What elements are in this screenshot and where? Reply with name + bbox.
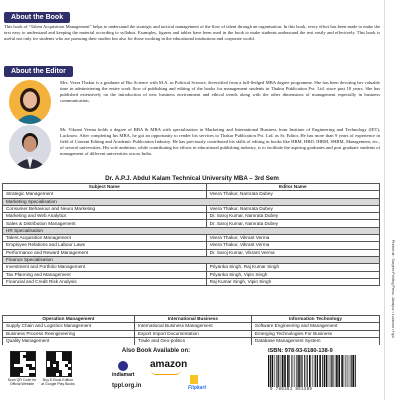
editor-cell: Veera Thakur, Vikrant Verma: [206, 235, 379, 242]
table-row: [3, 271, 380, 278]
editor-photo-vikrant: [9, 125, 51, 169]
table-row: [3, 264, 380, 271]
elective-cell: Supply Chain and Logistics Management: [3, 323, 135, 330]
person-portrait-icon: [9, 80, 51, 124]
subject-cell: Performance and Reward Management: [3, 249, 207, 256]
table-row: [3, 338, 380, 345]
about-editor-heading: About the Editor: [4, 66, 73, 77]
university-title: Dr. A.P.J. Abdul Kalam Technical University MBA – 3rd Sem: [105, 175, 279, 182]
barcode-bar: [326, 355, 328, 387]
table-row: [3, 191, 380, 198]
editor-cell: Veera Thakur, Namrata Dubey: [206, 205, 379, 212]
isbn-digits: 9 789361 801389: [270, 388, 313, 392]
barcode-icon: [266, 355, 358, 387]
barcode-bar: [352, 355, 354, 387]
section-row: [3, 256, 380, 263]
editor-cell: Priyanka Singh, Vipin Singh: [206, 271, 379, 278]
barcode-bar: [312, 355, 313, 387]
amazon-logo: amazon: [150, 359, 188, 370]
editor-cell: Veera Thakur, Vikrant Verma: [206, 242, 379, 249]
printer-info: Printed at : Sanjeev Printing Press, Jabalpur • Lucknow • Hyd: [391, 240, 395, 338]
subjects-table: [2, 183, 380, 286]
barcode-bar: [302, 355, 303, 387]
subject-cell: Consumer Behaviour and Neuro Marketing: [3, 205, 207, 212]
barcode-bar: [319, 355, 321, 387]
editor-photo-veera: [9, 80, 51, 124]
side-strip: [384, 0, 400, 400]
barcode-bar: [317, 355, 318, 387]
barcode-bar: [314, 355, 315, 387]
barcode-bar: [304, 355, 305, 387]
section-label: Marketing Specialisation: [3, 198, 380, 205]
barcode-bar: [301, 355, 302, 387]
elective-cell: Trade and Geo-politics: [134, 338, 251, 345]
table-row: [3, 213, 380, 220]
editor-cell: Dr. Saroj Kumar, Namrata Dubey: [206, 220, 379, 227]
operation-header: Operation Management: [3, 316, 135, 323]
section-label: Finance Specialisation: [3, 256, 380, 263]
subject-cell: Employee Relations and Labour Laws: [3, 242, 207, 249]
elective-cell: International Business Management: [134, 323, 251, 330]
barcode-bar: [272, 355, 274, 387]
barcode-bar: [298, 355, 300, 387]
elective-cell: Quality Management: [3, 338, 135, 345]
qr-caption-website: Scan QR Code for Official Website: [7, 378, 37, 386]
about-book-heading: About the Book: [4, 12, 70, 23]
subject-cell: Sales & Distribution Management: [3, 220, 207, 227]
available-on-label: Also Book Available on:: [121, 348, 191, 354]
person-portrait-icon: [9, 125, 51, 169]
table-row: [3, 205, 380, 212]
barcode-bar: [293, 355, 294, 387]
barcode-bar: [332, 355, 333, 387]
table-row: [3, 278, 380, 285]
editor-cell: Dr. Saroj Kumar, Vikrant Verma: [206, 249, 379, 256]
barcode-bar: [309, 355, 311, 387]
barcode-bar: [268, 355, 269, 387]
subject-cell: Strategic Management: [3, 191, 207, 198]
barcode-bar: [331, 355, 332, 387]
barcode-bar: [295, 355, 296, 387]
editor-cell: Dr. Saroj Kumar, Namrata Dubey: [206, 213, 379, 220]
barcode-bar: [335, 355, 336, 387]
table-header-row: [3, 316, 380, 323]
tppl-website: tppl.org.in: [112, 383, 142, 389]
barcode-bar: [322, 355, 323, 387]
section-row: [3, 227, 380, 234]
about-book-text: This book of “Talent Acquisition Management” helps to understand the strategic and tactical management of the flow of talent through an organisation. In this book, every effort has been made to make the text easy to understand and keeping the material according to syllabus. Examples, figures and tables have been used in the book to make students understand the text easily and effectively. This book is useful not only for students who are pursuing their studies but also for those working in the educational institutions and corporate world.: [4, 24, 380, 41]
elective-cell: Emerging Technologies For Business: [251, 330, 379, 337]
barcode-bar: [284, 355, 286, 387]
qr-caption-playbooks: Buy E-Book Edition at Google Play Books: [41, 378, 75, 386]
subject-cell: Tax Planning and Management: [3, 271, 207, 278]
table-header-row: [3, 184, 380, 191]
amazon-smile-icon: [151, 370, 181, 375]
international-header: International Business: [134, 316, 251, 323]
subject-cell: Marketing and Web Analytics: [3, 213, 207, 220]
editor-bio-veera: Mrs. Veera Thakur is a graduate of Bio Science with M.A. in Political Science, diversified from a full-fledged MBA degree programme. She has been devoting her valuable time in administering the entire work flow of publishing and editing of the books for management students in Thakur Publication Pvt. Ltd. since past 18 years. She has published extensively on the introduction of new business environment and ethical trends along with the other dimensions of management especially in business communication.: [60, 80, 380, 103]
table-row: [3, 242, 380, 249]
barcode-bar: [349, 355, 350, 387]
barcode-bar: [281, 355, 282, 387]
section-row: [3, 198, 380, 205]
isbn-label: ISBN: 978-93-6180-138-9: [268, 348, 333, 354]
barcode-bar: [336, 355, 338, 387]
barcode-bar: [291, 355, 292, 387]
subject-cell: Financial and Credit Risk Analysis: [3, 278, 207, 285]
elective-cell: Database Management System: [251, 338, 379, 345]
table-row: [3, 330, 380, 337]
subject-header: Subject Name: [3, 184, 207, 191]
barcode-bar: [347, 355, 348, 387]
footer-area: [0, 345, 400, 400]
editor-cell: Veera Thakur, Namrata Dubey: [206, 191, 379, 198]
indiamart-icon: [118, 361, 128, 371]
barcode-bar: [344, 355, 345, 387]
barcode-bar: [307, 355, 308, 387]
table-row: [3, 220, 380, 227]
qr-code-website[interactable]: [10, 351, 36, 377]
barcode-bar: [329, 355, 330, 387]
barcode-bar: [275, 355, 276, 387]
barcode-bar: [282, 355, 284, 387]
table-row: [3, 249, 380, 256]
editor-bio-vikrant: Mr. Vikrant Verma holds a degree of BBA & MBA with specialisation in Marketing and International Business from Institute of Engineering and Technology (IET), Lucknow. After completing his MBA, he got an opportunity to render his services to Thakur Publication Pvt. Ltd. as Sr. Editor. He has more than 9 years of experience in field of Content Editing and Academic Publication Industry. He has previously contributed his skills of editing in books like HRM, HRD, IHRM, SHRM, Management, etc., of several universities. His sole ambition, while contributing his efforts in educational publishing industry, is to facilitate the aspiring graduates and post graduate students of management of different universities across India.: [60, 127, 380, 156]
barcode-bar: [278, 355, 279, 387]
table-row: [3, 235, 380, 242]
barcode-bar: [276, 355, 277, 387]
barcode-bar: [355, 355, 356, 387]
editor-header: Editor Name: [206, 184, 379, 191]
barcode-bar: [287, 355, 289, 387]
qr-code-playbooks[interactable]: [46, 351, 72, 377]
barcode-bar: [315, 355, 316, 387]
section-label: HR Specialisation: [3, 227, 380, 234]
barcode-bar: [338, 355, 340, 387]
elective-cell: Export Import Documentation: [134, 330, 251, 337]
subject-cell: Talent Acquisition Management: [3, 235, 207, 242]
elective-cell: Software Engineering and Management: [251, 323, 379, 330]
it-header: Information Technology: [251, 316, 379, 323]
barcode-bar: [351, 355, 352, 387]
indiamart-logo: indiamart: [112, 372, 135, 378]
table-row: [3, 323, 380, 330]
subject-cell: Investment and Portfolio Management: [3, 264, 207, 271]
editor-cell: Raj Kumar Singh, Vipin Singh: [206, 278, 379, 285]
barcode-bar: [289, 355, 290, 387]
flipkart-logo: Flipkart: [188, 385, 207, 391]
elective-cell: Business Process Reengineering: [3, 330, 135, 337]
barcode-bar: [341, 355, 343, 387]
electives-table: [2, 315, 380, 346]
barcode-bar: [270, 355, 271, 387]
flipkart-bag-icon: [190, 375, 198, 384]
barcode-bar: [296, 355, 297, 387]
barcode-bar: [324, 355, 325, 387]
barcode-bar: [346, 355, 347, 387]
editor-cell: Priyanka Singh, Raj Kumar Singh: [206, 264, 379, 271]
